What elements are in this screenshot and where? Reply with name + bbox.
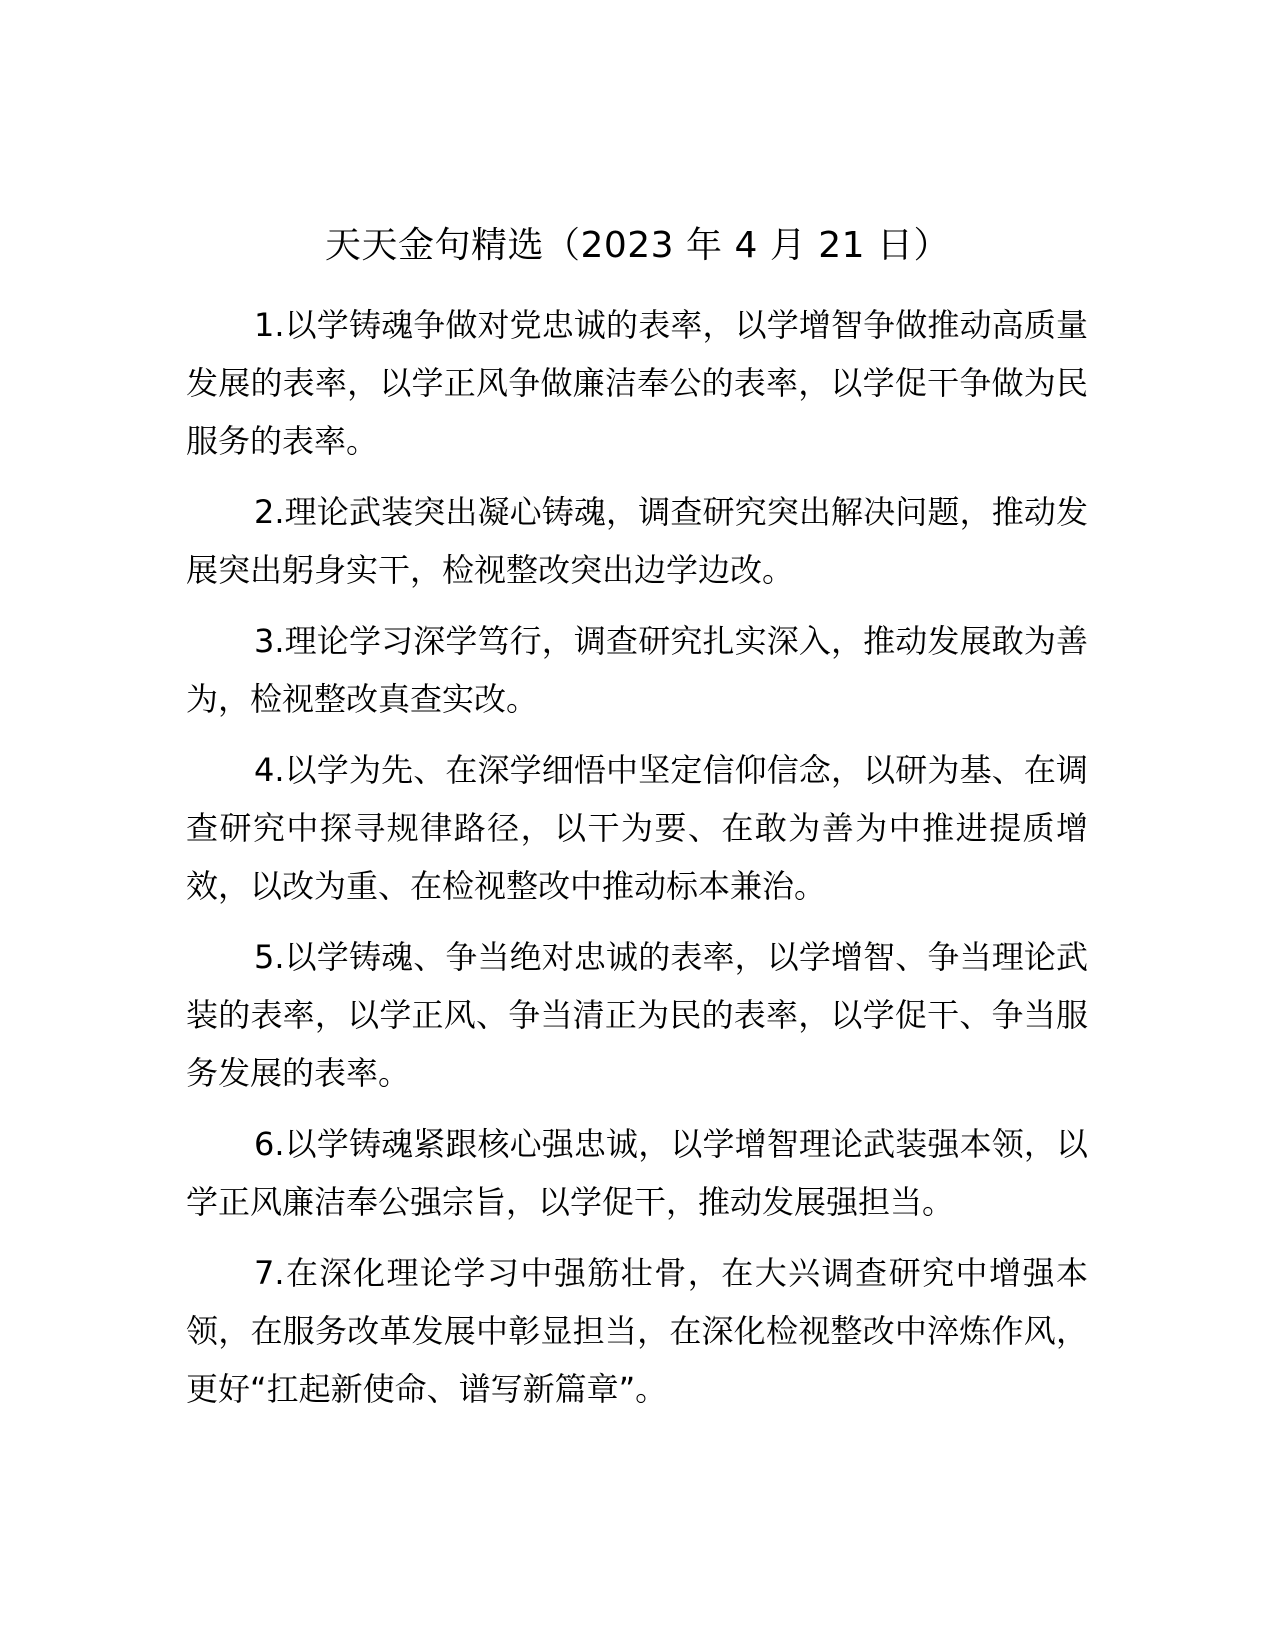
quote-item-6: 6.以学铸魂紧跟核心强忠诚，以学增智理论武装强本领，以学正风廉洁奉公强宗旨，以学促干，推动发展强担当。 — [186, 1125, 1088, 1221]
quote-item-2: 2.理论武装突出凝心铸魂，调查研究突出解决问题，推动发展突出躬身实干，检视整改突出边学边改。 — [186, 493, 1088, 589]
quote-list — [186, 296, 1088, 1431]
quote-item-5: 5.以学铸魂、争当绝对忠诚的表率，以学增智、争当理论武装的表率，以学正风、争当清正为民的表率，以学促干、争当服务发展的表率。 — [186, 938, 1088, 1092]
quote-item-4: 4.以学为先、在深学细悟中坚定信仰信念，以研为基、在调查研究中探寻规律路径，以干为要、在敢为善为中推进提质增效，以改为重、在检视整改中推动标本兼治。 — [186, 751, 1088, 905]
quote-item-3: 3.理论学习深学笃行，调查研究扎实深入，推动发展敢为善为，检视整改真查实改。 — [186, 622, 1088, 718]
quote-item-7: 7.在深化理论学习中强筋壮骨，在大兴调查研究中增强本领，在服务改革发展中彰显担当，在深化检视整改中淬炼作风，更好“扛起新使命、谱写新篇章”。 — [186, 1254, 1088, 1408]
document-title: 天天金句精选（2023 年 4 月 21 日） — [324, 225, 951, 266]
quote-item-1: 1.以学铸魂争做对党忠诚的表率，以学增智争做推动高质量发展的表率，以学正风争做廉洁奉公的表率，以学促干争做为民服务的表率。 — [186, 306, 1088, 460]
